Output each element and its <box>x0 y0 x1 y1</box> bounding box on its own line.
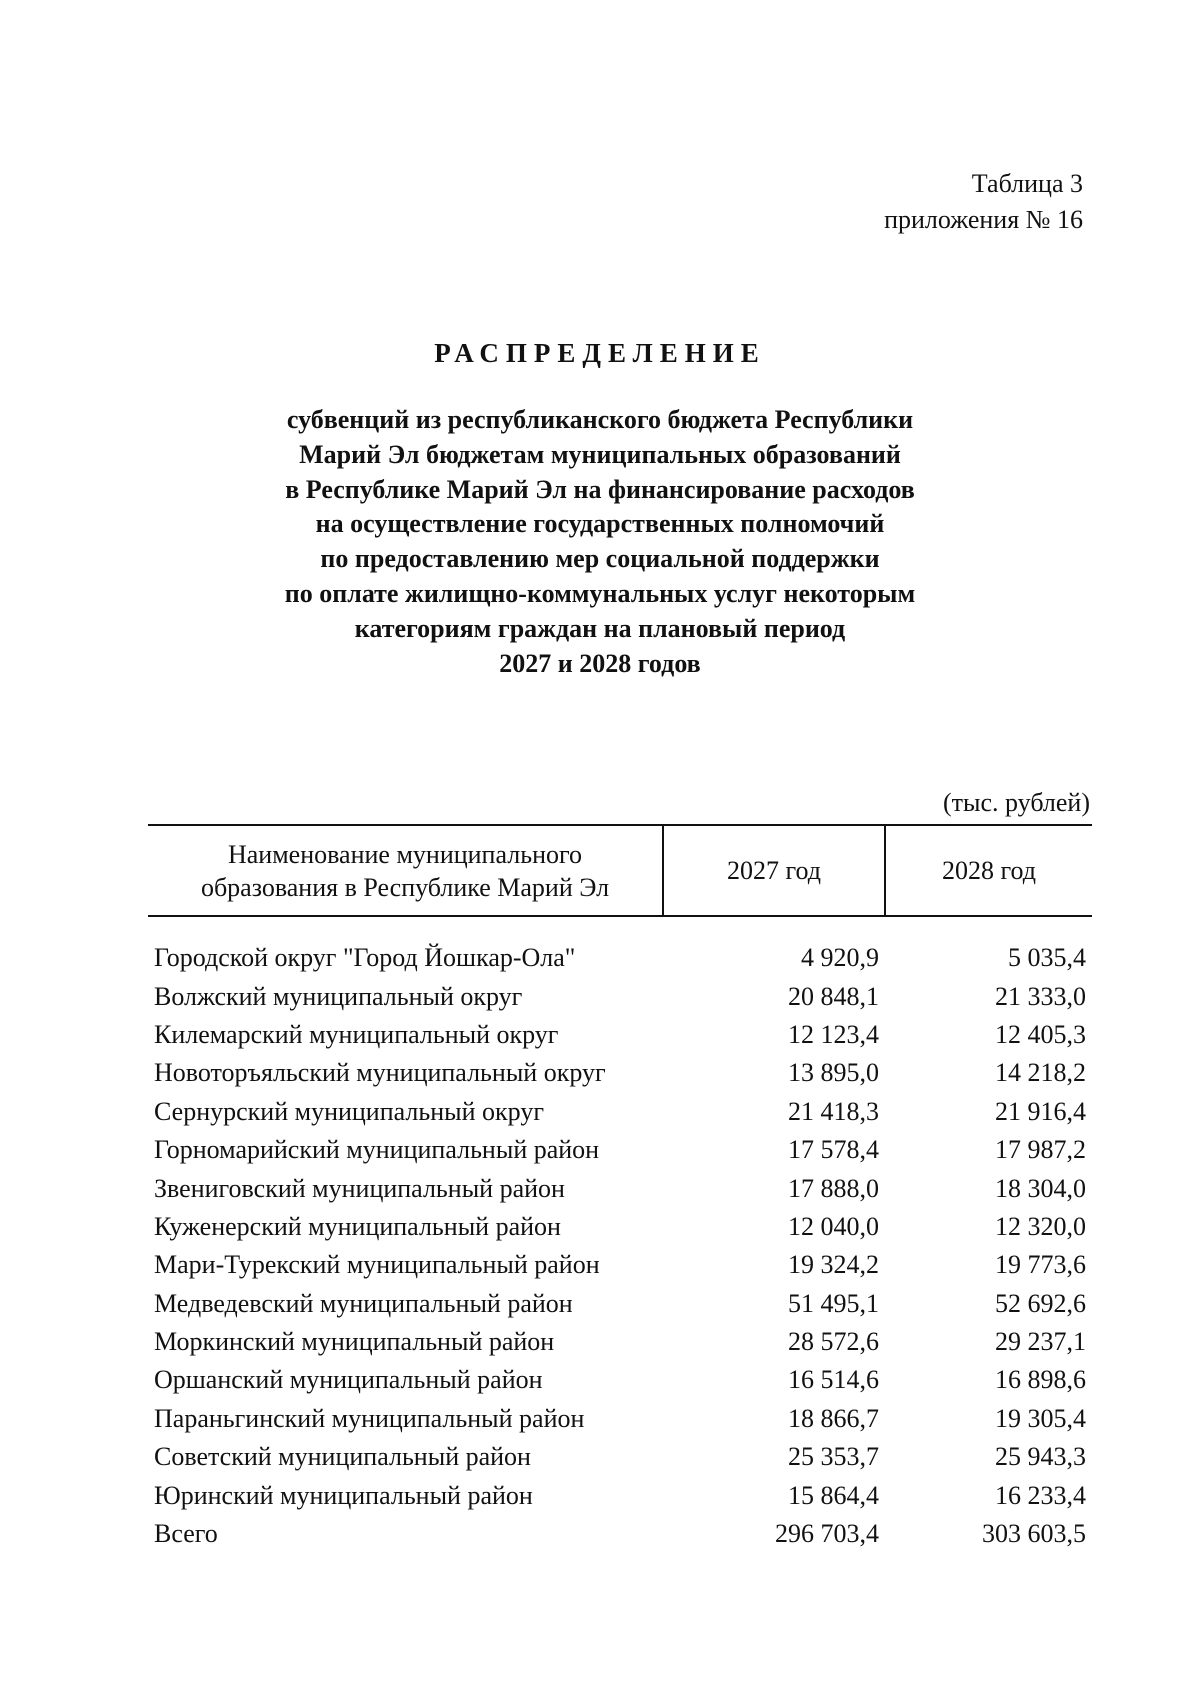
table-row <box>148 1323 1092 1361</box>
table-row <box>148 916 1092 977</box>
table-row <box>148 1093 1092 1131</box>
cell-2027: 18 866,7 <box>788 1403 879 1433</box>
table-total-row <box>148 1515 1092 1553</box>
cell-total-label: Всего <box>154 1519 218 1549</box>
header-municipality-line: Наименование муниципального <box>227 839 583 869</box>
table-row <box>148 1361 1092 1399</box>
table-row <box>148 1246 1092 1284</box>
cell-municipality: Юринский муниципальный район <box>154 1480 533 1510</box>
cell-2028: 29 237,1 <box>995 1327 1086 1357</box>
subtitle-line: по оплате жилищно-коммунальных услуг некоторым <box>284 578 916 608</box>
cell-2028: 21 916,4 <box>995 1096 1086 1126</box>
cell-total-2027: 296 703,4 <box>775 1519 879 1549</box>
table-row <box>148 1400 1092 1438</box>
annex-reference <box>884 166 1083 238</box>
table-header-row <box>148 825 1092 916</box>
subtitle-line: категориям граждан на плановый период <box>354 613 846 643</box>
cell-2028: 19 773,6 <box>995 1250 1086 1280</box>
table-row <box>148 1169 1092 1207</box>
cell-2028: 25 943,3 <box>995 1442 1086 1472</box>
cell-2028: 5 035,4 <box>1008 943 1086 973</box>
subtitle-line: в Республике Марий Эл на финансирование расходов <box>285 474 915 504</box>
table-row <box>148 1054 1092 1092</box>
cell-2027: 12 123,4 <box>788 1019 879 1049</box>
cell-municipality: Горномарийский муниципальный район <box>154 1135 600 1165</box>
cell-municipality: Советский муниципальный район <box>154 1442 531 1472</box>
cell-municipality: Моркинский муниципальный район <box>154 1327 555 1357</box>
cell-2027: 13 895,0 <box>788 1058 879 1088</box>
cell-municipality: Волжский муниципальный округ <box>154 981 523 1011</box>
subtitle-line: 2027 и 2028 годов <box>499 648 701 678</box>
header-year-2027: 2027 год <box>663 825 885 916</box>
document-title: РАСПРЕДЕЛЕНИЕ <box>434 338 766 368</box>
cell-municipality: Звениговский муниципальный район <box>154 1173 565 1203</box>
table-row <box>148 1016 1092 1054</box>
annex-appendix-number: приложения № 16 <box>884 205 1083 234</box>
subtitle-line: по предоставлению мер социальной поддержки <box>320 544 880 574</box>
cell-2027: 16 514,6 <box>788 1365 879 1395</box>
cell-2027: 25 353,7 <box>788 1442 879 1472</box>
table-row <box>148 977 1092 1015</box>
units-note: (тыс. рублей) <box>942 788 1090 817</box>
cell-2027: 17 578,4 <box>788 1135 879 1165</box>
table-row <box>148 1208 1092 1246</box>
cell-2027: 15 864,4 <box>788 1480 879 1510</box>
cell-municipality: Сернурский муниципальный округ <box>154 1096 544 1126</box>
table-row <box>148 1131 1092 1169</box>
cell-2028: 16 898,6 <box>995 1365 1086 1395</box>
cell-2028: 18 304,0 <box>995 1173 1086 1203</box>
cell-2027: 21 418,3 <box>788 1096 879 1126</box>
table-row <box>148 1438 1092 1476</box>
cell-2028: 16 233,4 <box>995 1480 1086 1510</box>
cell-2028: 52 692,6 <box>995 1288 1086 1318</box>
cell-2027: 12 040,0 <box>788 1211 879 1241</box>
subtitle-line: на осуществление государственных полномочий <box>315 509 885 539</box>
cell-municipality: Медведевский муниципальный район <box>154 1288 573 1318</box>
cell-2027: 19 324,2 <box>788 1250 879 1280</box>
cell-2028: 21 333,0 <box>995 981 1086 1011</box>
cell-2027: 51 495,1 <box>788 1288 879 1318</box>
cell-municipality: Оршанский муниципальный район <box>154 1365 543 1395</box>
cell-2028: 14 218,2 <box>995 1058 1086 1088</box>
cell-municipality: Куженерский муниципальный район <box>154 1211 561 1241</box>
cell-municipality: Параньгинский муниципальный район <box>154 1403 585 1433</box>
cell-municipality: Новоторъяльский муниципальный округ <box>154 1058 606 1088</box>
cell-2028: 19 305,4 <box>995 1403 1086 1433</box>
cell-2028: 12 320,0 <box>995 1211 1086 1241</box>
header-municipality <box>148 825 663 916</box>
header-year-2028: 2028 год <box>885 825 1092 916</box>
cell-2027: 17 888,0 <box>788 1173 879 1203</box>
subtitle-line: субвенций из республиканского бюджета Республики <box>286 405 914 434</box>
document-subtitle <box>140 403 1060 681</box>
subvention-table <box>148 824 1092 1553</box>
header-municipality-line: образования в Республике Марий Эл <box>200 872 610 902</box>
cell-total-2028: 303 603,5 <box>982 1519 1086 1549</box>
subtitle-line: Марий Эл бюджетам муниципальных образований <box>299 439 901 469</box>
cell-2027: 28 572,6 <box>788 1327 879 1357</box>
annex-table-number: Таблица 3 <box>971 169 1083 198</box>
cell-municipality: Городской округ "Город Йошкар-Ола" <box>154 943 576 973</box>
cell-municipality: Килемарский муниципальный округ <box>154 1019 559 1049</box>
table-row <box>148 1476 1092 1514</box>
table-row <box>148 1285 1092 1323</box>
cell-2027: 20 848,1 <box>788 981 879 1011</box>
cell-2028: 17 987,2 <box>995 1135 1086 1165</box>
cell-municipality: Мари-Турекский муниципальный район <box>154 1250 600 1280</box>
cell-2027: 4 920,9 <box>801 943 879 973</box>
cell-2028: 12 405,3 <box>995 1019 1086 1049</box>
